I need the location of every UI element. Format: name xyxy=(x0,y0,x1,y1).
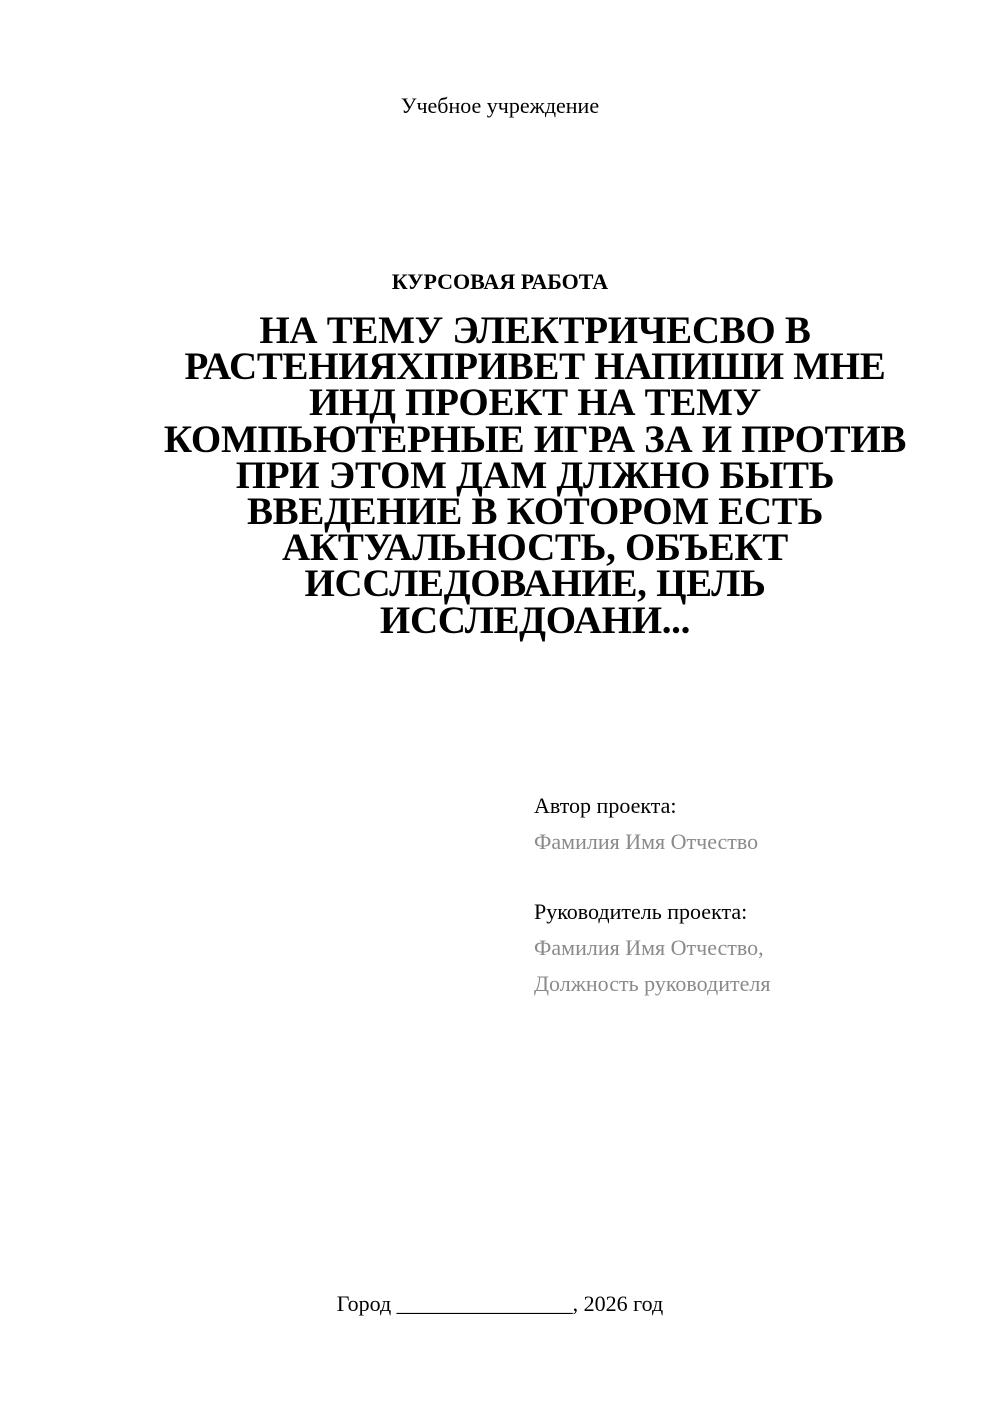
topic-line: ВВЕДЕНИЕ В КОТОРОМ ЕСТЬ xyxy=(246,490,824,534)
topic-line: ИССЛЕДОВАНИЕ, ЦЕЛЬ xyxy=(304,562,766,606)
supervisor-label: Руководитель проекта: xyxy=(534,899,748,924)
work-type-heading: КУРСОВАЯ РАБОТА xyxy=(391,269,609,294)
project-topic xyxy=(150,309,920,642)
city-year-footer: Город ________________, 2026 год xyxy=(336,1291,664,1316)
credits-block xyxy=(534,788,974,1002)
topic-line: АКТУАЛЬНОСТЬ, ОБЪЕКТ xyxy=(281,526,789,570)
topic-line: НА ТЕМУ ЭЛЕКТРИЧЕСВО В xyxy=(259,309,811,352)
topic-line: ПРИ ЭТОМ ДАМ ДЛЖНО БЫТЬ xyxy=(235,453,835,497)
topic-line: РАСТЕНИЯХПРИВЕТ НАПИШИ МНЕ xyxy=(184,345,886,389)
author-label: Автор проекта: xyxy=(534,793,677,818)
supervisor-name: Фамилия Имя Отчество, xyxy=(534,935,764,960)
topic-line: КОМПЬЮТЕРНЫЕ ИГРА ЗА И ПРОТИВ xyxy=(163,417,907,461)
supervisor-position: Должность руководителя xyxy=(534,971,771,996)
institution-name: Учебное учреждение xyxy=(400,93,600,118)
topic-line: ИНД ПРОЕКТ НА ТЕМУ xyxy=(309,381,761,425)
topic-line: ИССЛЕДОАНИ... xyxy=(379,598,691,642)
author-name: Фамилия Имя Отчество xyxy=(534,829,759,854)
credits-spacer xyxy=(534,860,974,894)
